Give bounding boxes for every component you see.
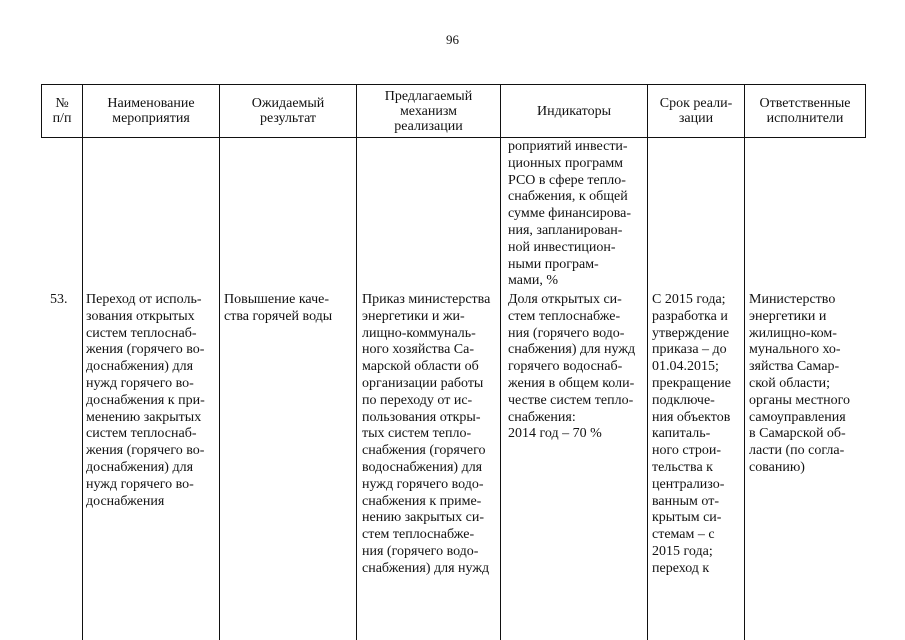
header-indicators: Индикаторы: [500, 85, 647, 137]
column-divider: [219, 136, 220, 640]
header-responsible: Ответственные исполнители: [744, 85, 866, 137]
cell-indicators: Доля открытых си- стем теплоснабже- ния (горячего водо- снабжения) для нужд горячего водоснаб- жения в общем коли- честве систем тепло- снабжения: 2014 год – 70 %: [508, 292, 636, 442]
column-divider: [82, 136, 83, 640]
cell-responsible: Министерство энергетики и жилищно-ком- мунального хо- зяйства Самар- ской области; органы местного самоуправления в Самарской об- ласти (по согла- сованию): [749, 292, 850, 475]
table-header: [41, 84, 866, 138]
continuation-indicators: роприятий инвести- ционных программ РСО в сфере тепло- снабжения, к общей сумме финансирова- ния, запланирован- ной инвестицион- ными програм- мами, %: [508, 139, 632, 289]
column-divider: [744, 136, 745, 640]
page-number: 96: [446, 32, 459, 47]
column-divider: [356, 136, 357, 640]
column-divider: [647, 136, 648, 640]
column-divider: [500, 136, 501, 640]
header-mechanism: Предлагаемый механизм реализации: [356, 85, 500, 137]
cell-expected-result: Повышение каче- ства горячей воды: [224, 292, 333, 324]
header-num: № п/п: [41, 85, 82, 137]
header-result: Ожидаемый результат: [219, 85, 356, 137]
cell-measure-name: Переход от исполь- зования открытых систем теплоснаб- жения (горячего во- доснабжения) для нужд горячего во- доснабжения к при- менению закрытых систем теплоснаб- жения (горячего во- доснабжения) для нужд горячего во- доснабжения: [86, 292, 205, 509]
header-name: Наименование мероприятия: [82, 85, 219, 137]
header-term: Срок реали- зации: [647, 85, 744, 137]
row-number: 53.: [50, 292, 68, 307]
cell-mechanism: Приказ министерства энергетики и жи- лищно-коммуналь- ного хозяйства Са- марской области об организации работы по переходу от ис- пользования откры- тых систем тепло- снабжения (горячего водоснабжения) для нужд горячего водо- снабжения к приме- нению закрытых си- стем теплоснабже- ния (горячего водо- снабжения) для нужд: [362, 292, 491, 576]
cell-term: С 2015 года; разработка и утверждение приказа – до 01.04.2015; прекращение подключе- ния объектов капиталь- ного строи- тельства к централизо- ванным от- крытым си- стемам – с 2015 года; переход к: [652, 292, 731, 576]
